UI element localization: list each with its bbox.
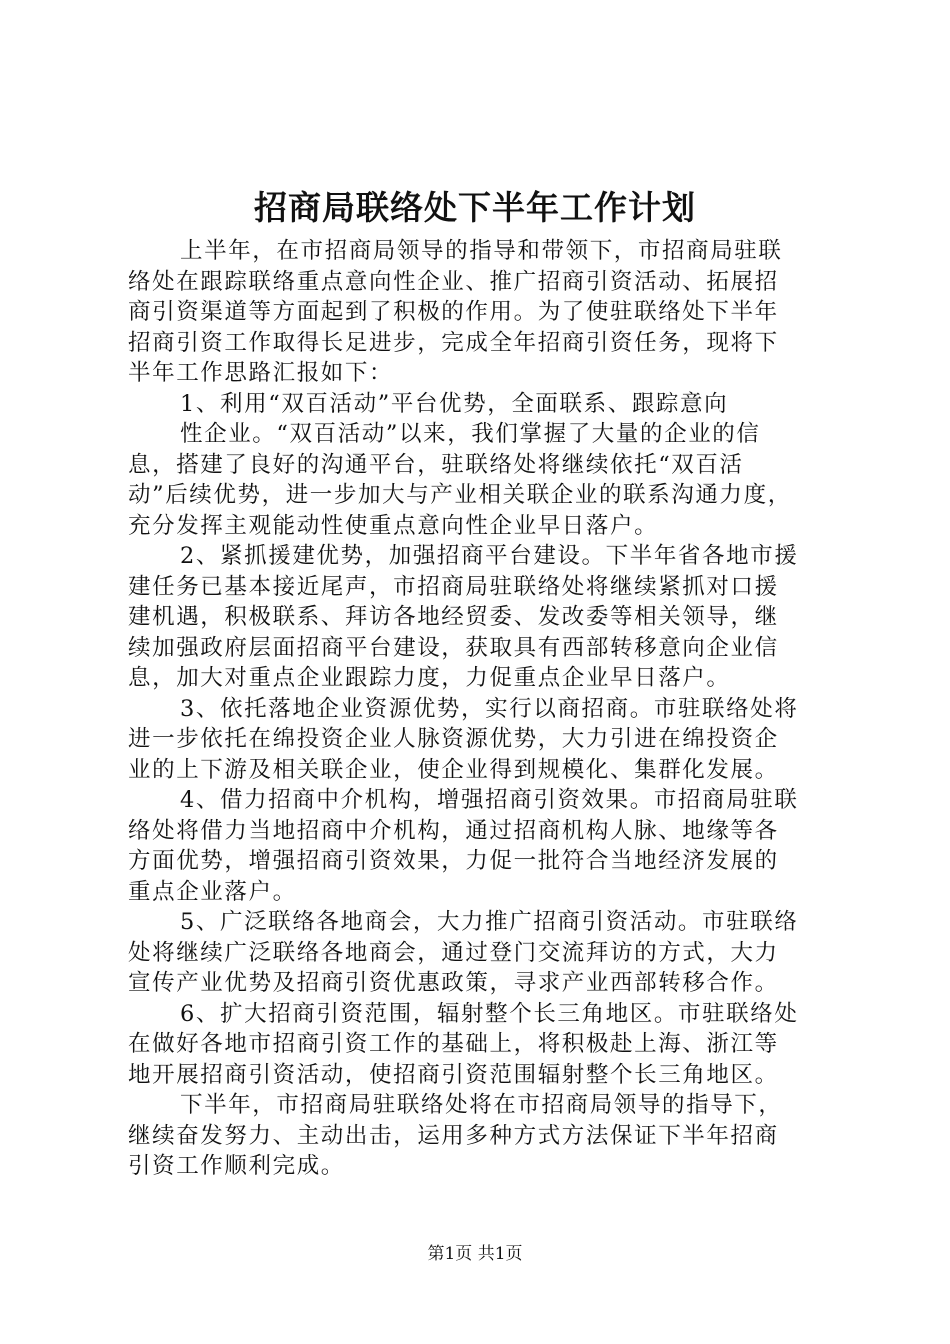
text-line: 息，搭建了良好的沟通平台，驻联络处将继续依托“双百活: [128, 451, 744, 478]
text-line: 息，加大对重点企业跟踪力度，力促重点企业早日落户。: [128, 665, 731, 691]
text-line: 进一步依托在绵投资企业人脉资源优势，大力引进在绵投资企: [128, 726, 779, 752]
text-line: 建任务已基本接近尾声，市招商局驻联络处将继续紧抓对口援: [128, 573, 779, 600]
text-line: 招商引资工作取得长足进步，完成全年招商引资任务，现将下: [128, 329, 779, 356]
text-line: 1、利用“双百活动”平台优势，全面联系、跟踪意向: [180, 390, 729, 417]
text-line: 性企业。“双百活动”以来，我们掌握了大量的企业的信: [180, 421, 761, 447]
text-line: 5、广泛联络各地商会，大力推广招商引资活动。市驻联络: [180, 909, 799, 935]
text-line: 络处在跟踪联络重点意向性企业、推广招商引资活动、拓展招: [128, 268, 779, 295]
text-line: 建机遇，积极联系、拜访各地经贸委、发改委等相关领导，继: [128, 604, 779, 630]
text-line: 商引资渠道等方面起到了积极的作用。为了使驻联络处下半年: [128, 299, 779, 325]
text-line: 宣传产业优势及招商引资优惠政策，寻求产业西部转移合作。: [128, 970, 779, 996]
text-line: 4、借力招商中介机构，增强招商引资效果。市招商局驻联: [180, 787, 799, 813]
document-body: [128, 236, 834, 1182]
text-line: 继续奋发努力、主动出击，运用多种方式方法保证下半年招商: [128, 1122, 779, 1149]
text-line: 6、扩大招商引资范围，辐射整个长三角地区。市驻联络处: [180, 1000, 799, 1027]
text-line: 重点企业落户。: [128, 878, 297, 905]
text-line: 下半年，市招商局驻联络处将在市招商局领导的指导下，: [180, 1092, 783, 1118]
page-footer: 第1页 共1页: [427, 1244, 523, 1264]
text-line: 引资工作顺利完成。: [128, 1153, 345, 1179]
text-line: 充分发挥主观能动性使重点意向性企业早日落户。: [128, 512, 659, 539]
text-line: 在做好各地市招商引资工作的基础上，将积极赴上海、浙江等: [128, 1031, 779, 1057]
text-line: 方面优势，增强招商引资效果，力促一批符合当地经济发展的: [128, 848, 779, 874]
document-title: 招商局联络处下半年工作计划: [254, 188, 696, 227]
text-line: 3、依托落地企业资源优势，实行以商招商。市驻联络处将: [180, 695, 799, 722]
text-line: 2、紧抓援建优势，加强招商平台建设。下半年省各地市援: [180, 543, 799, 569]
text-line: 处将继续广泛联络各地商会，通过登门交流拜访的方式，大力: [128, 939, 779, 966]
text-line: 业的上下游及相关联企业，使企业得到规模化、集群化发展。: [128, 756, 779, 783]
text-line: 续加强政府层面招商平台建设，获取具有西部转移意向企业信: [128, 634, 779, 661]
text-line: 络处将借力当地招商中介机构，通过招商机构人脉、地缘等各: [128, 817, 779, 844]
text-line: 上半年，在市招商局领导的指导和带领下，市招商局驻联: [180, 238, 783, 264]
text-line: 动”后续优势，进一步加大与产业相关联企业的联系沟通力度，: [128, 482, 792, 508]
text-line: 半年工作思路汇报如下：: [128, 360, 394, 386]
text-line: 地开展招商引资活动，使招商引资范围辐射整个长三角地区。: [128, 1061, 779, 1088]
